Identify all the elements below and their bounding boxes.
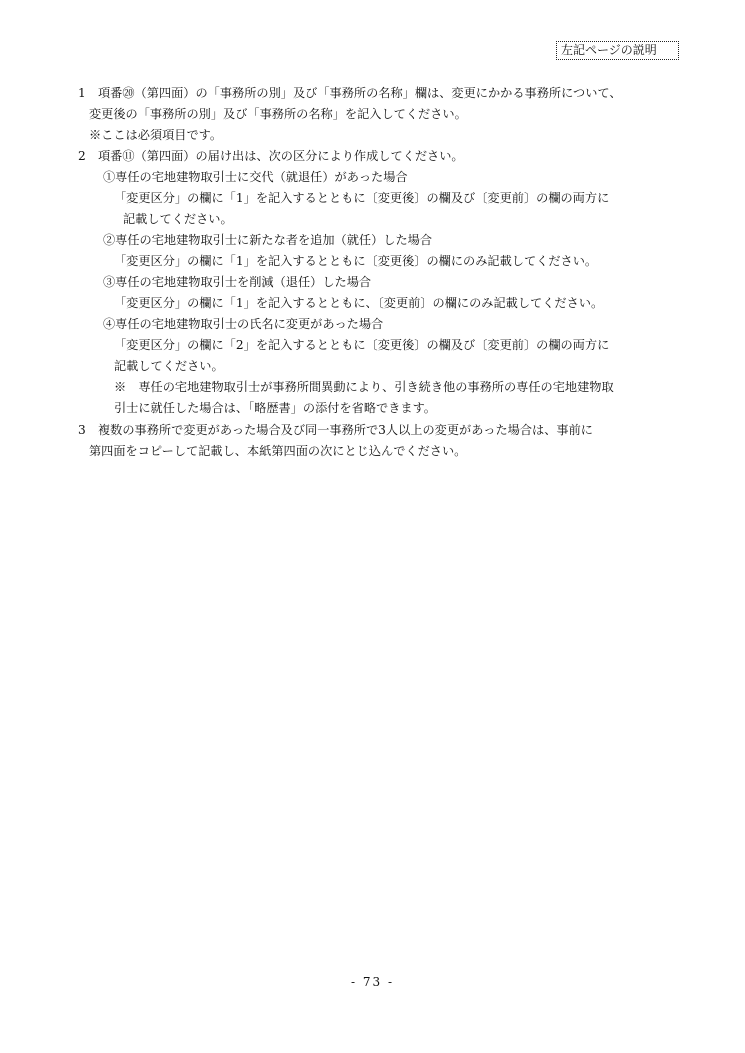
- section2-item4-note2: 引士に就任した場合は、「略歴書」の添付を省略できます。: [114, 401, 436, 415]
- section2-item1-line2: 記載してください。: [123, 212, 233, 226]
- section2-item1-title: ①専任の宅地建物取引士に交代（就退任）があった場合: [103, 170, 408, 184]
- section2-item4-title: ④専任の宅地建物取引士の氏名に変更があった場合: [103, 317, 384, 331]
- section1-line1: 1 項番⑳（第四面）の「事務所の別」及び「事務所の名称」欄は、変更にかかる事務所について、: [78, 86, 622, 100]
- section2-item1-line1: 「変更区分」の欄に「1」を記入するとともに〔変更後〕の欄及び〔変更前〕の欄の両方に: [114, 191, 610, 205]
- section2-item3-title: ③専任の宅地建物取引士を削減（退任）した場合: [103, 275, 372, 289]
- section1-line2: 変更後の「事務所の別」及び「事務所の名称」を記入してください。: [89, 107, 467, 121]
- section3-line1: 3 複数の事務所で変更があった場合及び同一事務所で3人以上の変更があった場合は、事前に: [78, 423, 593, 437]
- section2-item4-note1: ※ 専任の宅地建物取引士が事務所間異動により、引き続き他の事務所の専任の宅地建物取: [114, 380, 614, 394]
- section2-line1: 2 項番⑪（第四面）の届け出は、次の区分により作成してください。: [78, 149, 464, 163]
- section2-item4-line2: 記載してください。: [114, 359, 224, 373]
- section2-item2-line1: 「変更区分」の欄に「1」を記入するとともに〔変更後〕の欄にのみ記載してください。: [114, 254, 598, 268]
- section2-item2-title: ②専任の宅地建物取引士に新たな者を追加（就任）した場合: [103, 233, 433, 247]
- header-label: 左記ページの説明: [556, 41, 679, 60]
- section3-line2: 第四面をコピーして記載し、本紙第四面の次にとじ込んでください。: [89, 444, 467, 458]
- section1-note: ※ここは必須項目です。: [89, 128, 223, 142]
- page-number: - 73 -: [350, 975, 394, 989]
- section2-item3-line1: 「変更区分」の欄に「1」を記入するとともに、〔変更前〕の欄にのみ記載してください。: [114, 296, 604, 310]
- section2-item4-line1: 「変更区分」の欄に「2」を記入するとともに〔変更後〕の欄及び〔変更前〕の欄の両方に: [114, 338, 610, 352]
